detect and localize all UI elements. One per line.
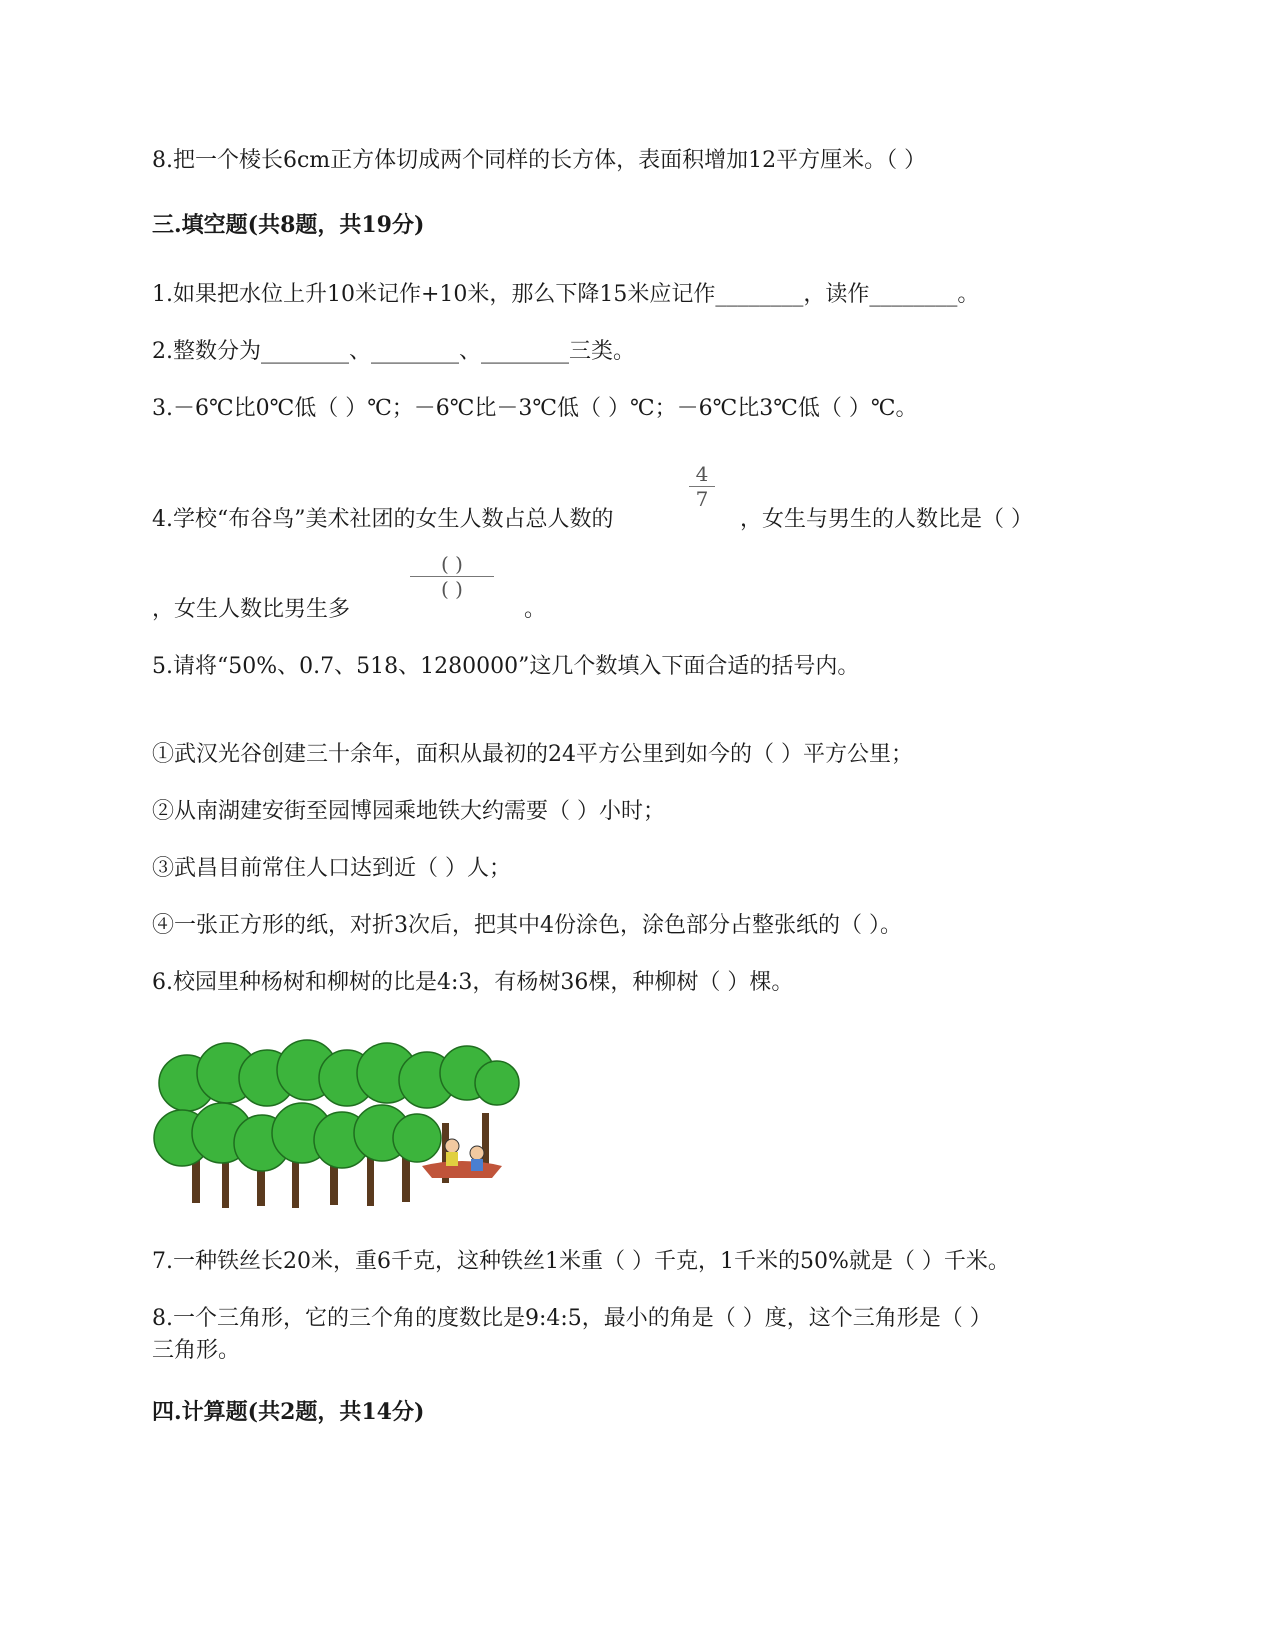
fraction-denominator: 7 [695, 487, 709, 511]
section-4-title: 四.计算题(共2题，共14分) [152, 1399, 425, 1425]
fill-question-8-line-1: 8.一个三角形，它的三个角的度数比是9:4:5，最小的角是（ ）度，这个三角形是（ ） [152, 1306, 992, 1331]
tree-canopies [154, 1040, 519, 1171]
fill-question-4-part-b: ，女生与男生的人数比是（ ） [740, 507, 1033, 532]
fraction-blank-denominator: ( ) [441, 577, 463, 601]
fill-question-4-part-c: ，女生人数比男生多 [152, 597, 351, 622]
fill-question-4-part-d: 。 [524, 597, 547, 622]
fill-question-5: 5.请将“50%、0.7、518、1280000”这几个数填入下面合适的括号内。 [152, 654, 860, 679]
fill-question-5-item-4: ④一张正方形的纸，对折3次后，把其中4份涂色，涂色部分占整张纸的（ ）。 [152, 913, 902, 938]
fraction-blank [410, 552, 494, 601]
fill-question-3: 3.－6℃比0℃低（ ）℃；－6℃比－3℃低（ ）℃；－6℃比3℃低（ ）℃。 [152, 396, 918, 421]
fill-question-4-part-a: 4.学校“布谷鸟”美术社团的女生人数占总人数的 [152, 507, 614, 532]
fraction-four-sevenths [689, 462, 715, 511]
fraction-blank-numerator: ( ) [441, 552, 463, 576]
fill-question-7: 7.一种铁丝长20米，重6千克，这种铁丝1米重（ ）千克，1千米的50%就是（ ）千米。 [152, 1249, 1010, 1274]
fill-question-5-item-3: ③武昌目前常住人口达到近（ ）人； [152, 856, 511, 881]
question-8-judge: 8.把一个棱长6cm正方体切成两个同样的长方体，表面积增加12平方厘米。（ ） [152, 148, 927, 173]
section-3-title: 三.填空题(共8题，共19分) [152, 212, 425, 238]
fraction-numerator: 4 [695, 462, 709, 486]
tree-planting-illustration [152, 1038, 524, 1228]
fill-question-5-item-2: ②从南湖建安街至园博园乘地铁大约需要（ ）小时； [152, 799, 665, 824]
fill-question-8-line-2: 三角形。 [152, 1338, 241, 1363]
fill-question-5-item-1: ①武汉光谷创建三十余年，面积从最初的24平方公里到如今的（ ）平方公里； [152, 742, 913, 767]
fill-question-1: 1.如果把水位上升10米记作+10米，那么下降15米应记作________，读作________。 [152, 282, 980, 307]
fill-question-2: 2.整数分为________、________、________三类。 [152, 339, 635, 364]
fill-question-6: 6.校园里种杨树和柳树的比是4:3，有杨树36棵，种柳树（ ）棵。 [152, 970, 794, 995]
